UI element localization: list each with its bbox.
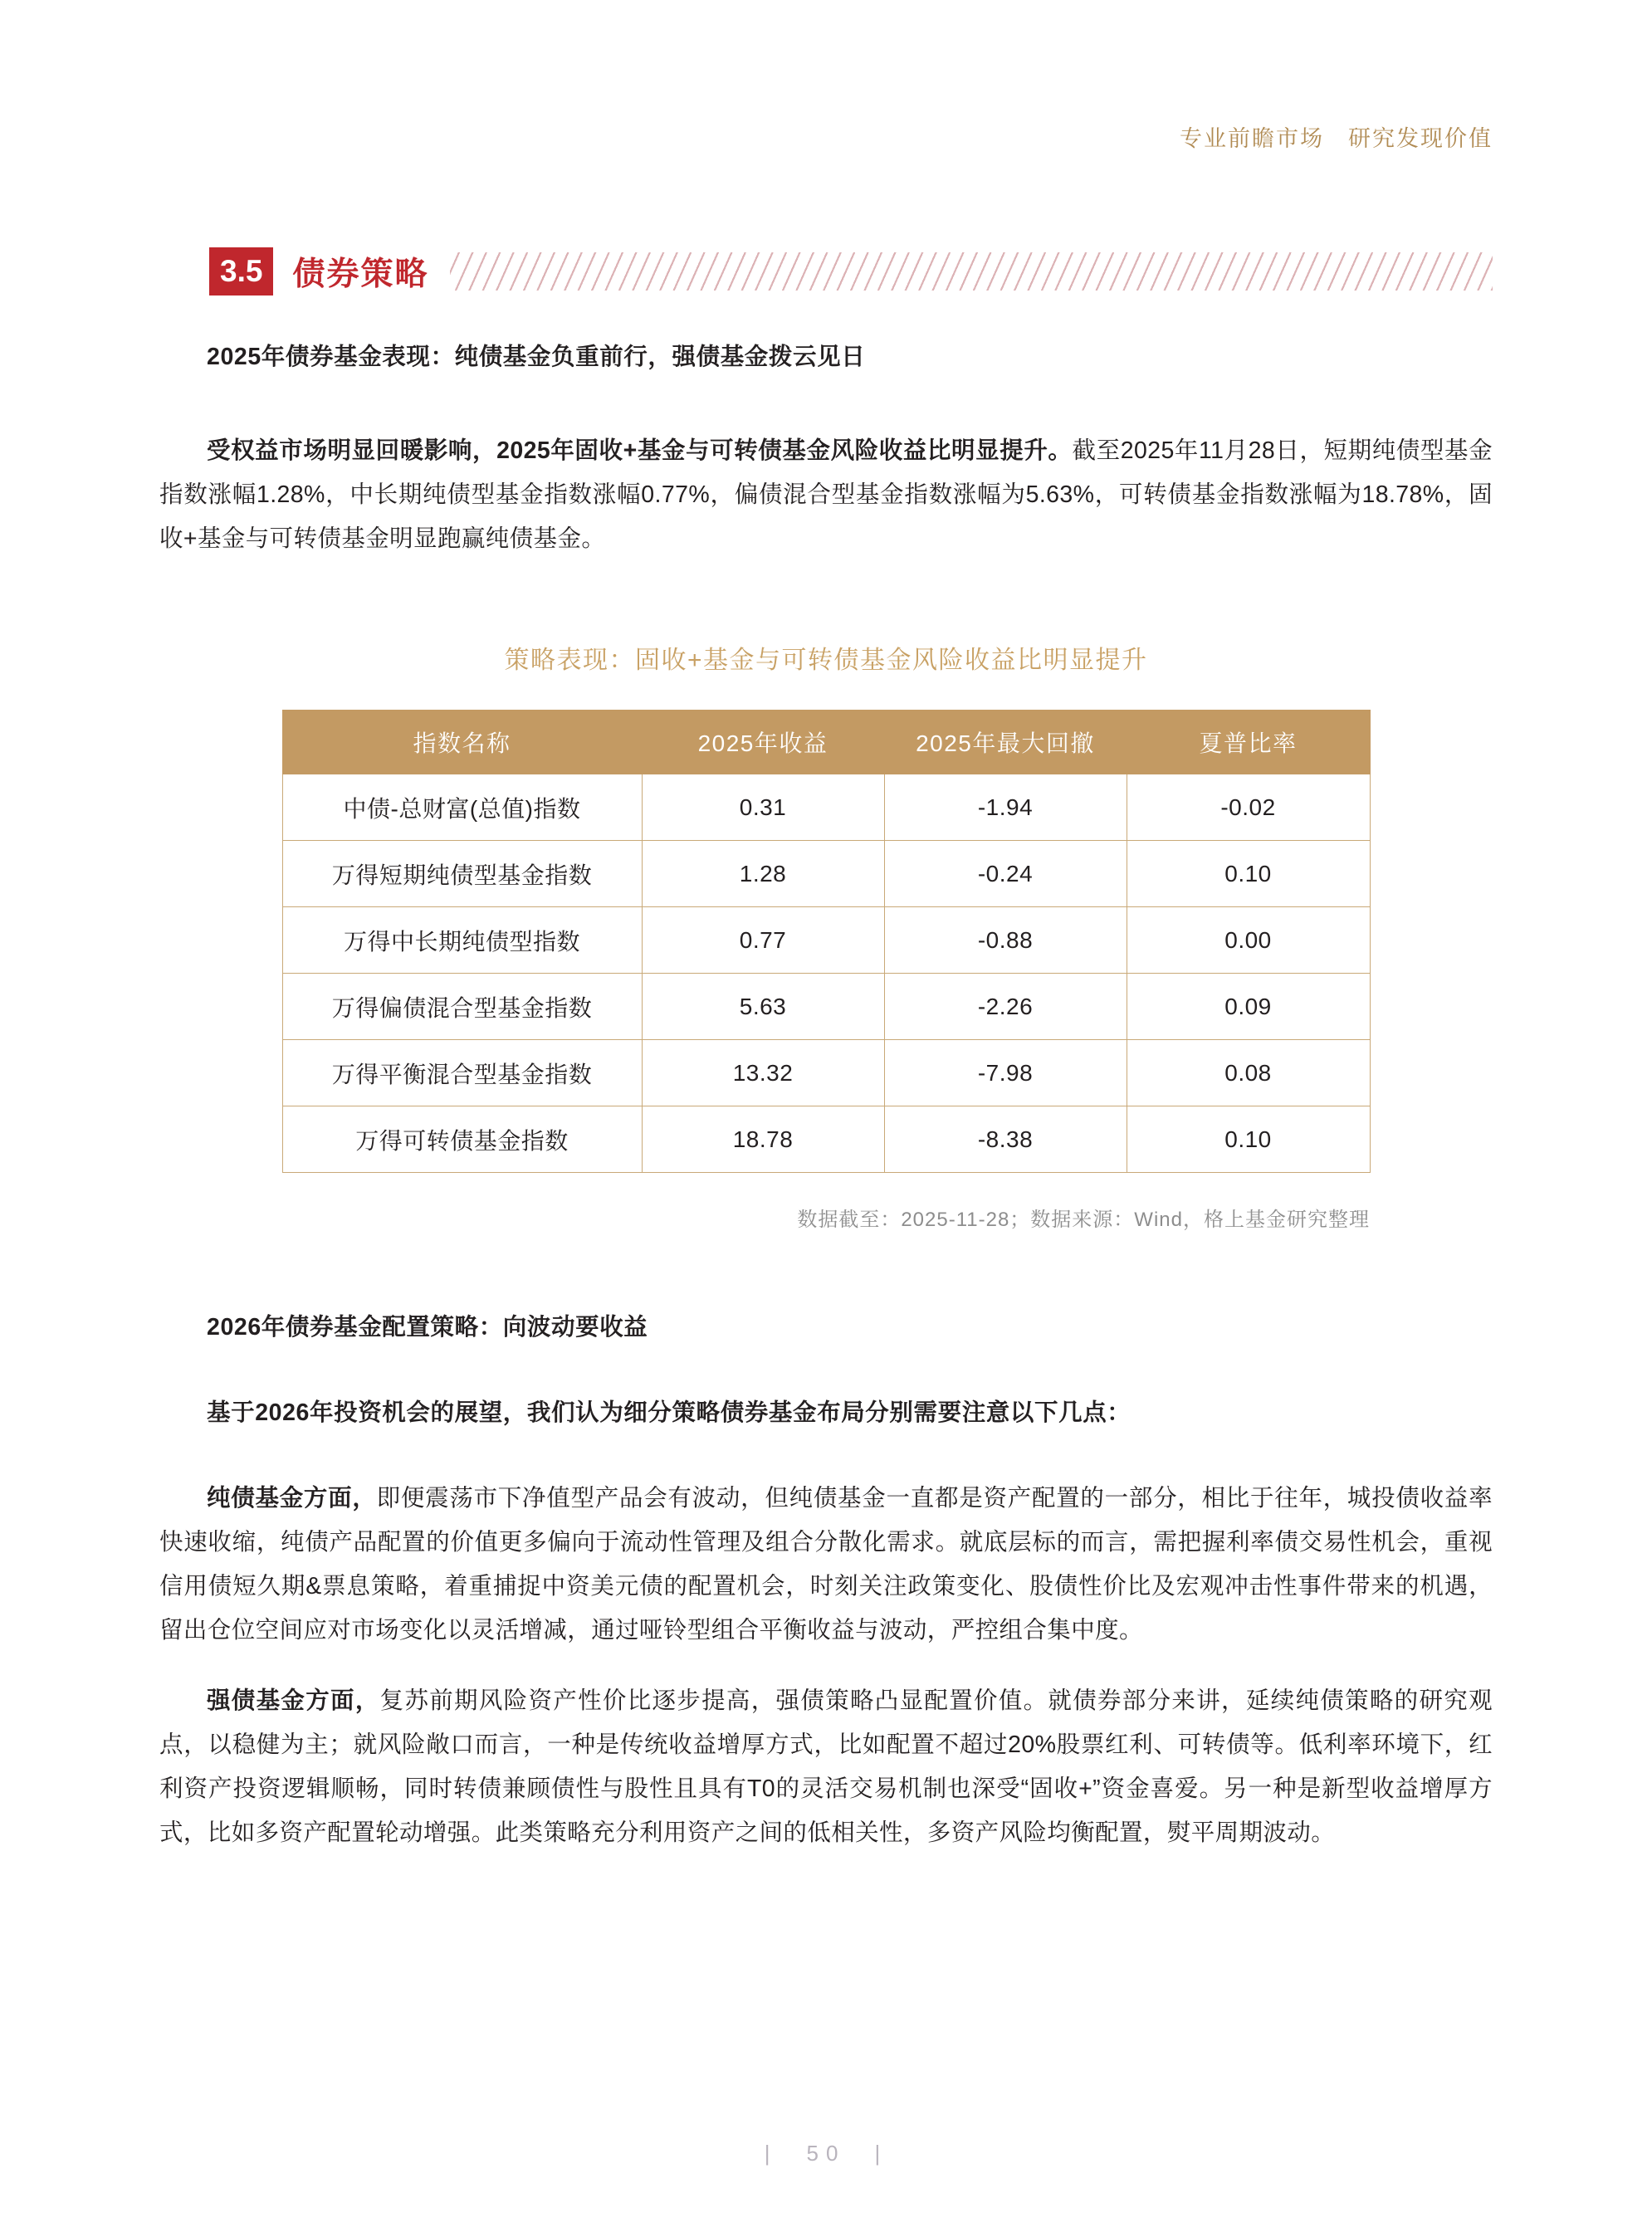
heading-2025-performance: 2025年债券基金表现：纯债基金负重前行，强债基金拨云见日: [207, 344, 866, 370]
column-header-index-name: 指数名称: [282, 711, 642, 774]
cell-max-drawdown: -2.26: [884, 974, 1127, 1040]
paragraph-pure-bond-rest: 即便震荡市下净值型产品会有波动，但纯债基金一直都是资产配置的一部分，相比于往年，城投债收益率快速收缩，纯债产品配置的价值更多偏向于流动性管理及组合分散化需求。就底层标的而言，需把握利率债交易性机会，重视信用债短久期&票息策略，着重捕捉中资美元债的配置机会，时刻关注政策变化、股债性价比及宏观冲击性事件带来的机遇，留出仓位空间应对市场变化以灵活增减，通过哑铃型组合平衡收益与波动，严控组合集中度。: [159, 1485, 1493, 1644]
column-header-sharpe: 夏普比率: [1127, 711, 1370, 774]
column-header-max-drawdown: 2025年最大回撤: [884, 711, 1127, 774]
cell-sharpe: 0.00: [1127, 907, 1370, 974]
table-row: [282, 774, 1370, 841]
table-header-row: [282, 711, 1370, 774]
paragraph-strong-bond-lead: 强债基金方面，: [207, 1688, 380, 1714]
cell-sharpe: 0.09: [1127, 974, 1370, 1040]
cell-max-drawdown: -1.94: [884, 774, 1127, 841]
table-source-note: 数据截至：2025-11-28；数据来源：Wind，格上基金研究整理: [797, 1209, 1370, 1231]
table-block: [159, 639, 1493, 1232]
cell-index-name: 万得中长期纯债型指数: [282, 907, 642, 974]
cell-max-drawdown: -8.38: [884, 1106, 1127, 1173]
cell-max-drawdown: -0.88: [884, 907, 1127, 974]
spacer: [159, 1435, 1493, 1477]
table-row: [282, 974, 1370, 1040]
paragraph-2025-lead: 受权益市场明显回暖影响，2025年固收+基金与可转债基金风险收益比明显提升。: [207, 437, 1073, 464]
cell-return: 0.31: [642, 774, 884, 841]
cell-return: 18.78: [642, 1106, 884, 1173]
spacer: [159, 1653, 1493, 1679]
cell-sharpe: -0.02: [1127, 774, 1370, 841]
diagonal-hatch-decoration: [450, 252, 1493, 291]
running-header: 专业前瞻市场 研究发现价值: [1180, 126, 1493, 151]
section-heading: [209, 246, 1493, 297]
cell-sharpe: 0.10: [1127, 841, 1370, 907]
heading-2026-strategy: 2026年债券基金配置策略：向波动要收益: [207, 1314, 648, 1341]
index-performance-table: [282, 710, 1371, 1173]
cell-index-name: 万得平衡混合型基金指数: [282, 1040, 642, 1106]
paragraph-outlook: 基于2026年投资机会的展望，我们认为细分策略债券基金布局分别需要注意以下几点：: [207, 1399, 1131, 1426]
cell-sharpe: 0.10: [1127, 1106, 1370, 1173]
cell-index-name: 万得短期纯债型基金指数: [282, 841, 642, 907]
section-title: 债券策略: [292, 256, 429, 292]
paragraph-2025-performance: [159, 429, 1493, 561]
section-number-badge: 3.5: [209, 247, 273, 295]
table-caption: 策略表现：固收+基金与可转债基金风险收益比明显提升: [504, 647, 1148, 674]
content-block-lower: [159, 1306, 1493, 1855]
table-row: [282, 841, 1370, 907]
page-footer: | 50 |: [764, 2141, 888, 2166]
cell-return: 0.77: [642, 907, 884, 974]
spacer: [159, 379, 1493, 429]
table-row: [282, 1040, 1370, 1106]
paragraph-pure-bond-lead: 纯债基金方面，: [207, 1485, 377, 1512]
cell-index-name: 中债-总财富(总值)指数: [282, 774, 642, 841]
cell-index-name: 万得可转债基金指数: [282, 1106, 642, 1173]
paragraph-2025-rest: 截至2025年11月28日，短期纯债型基金指数涨幅1.28%，中长期纯债型基金指数涨幅0.77%，偏债混合型基金指数涨幅为5.63%，可转债基金指数涨幅为18.78%，固收+基金与可转债基金明显跑赢纯债基金。: [159, 437, 1493, 552]
cell-return: 13.32: [642, 1040, 884, 1106]
spacer: [159, 1350, 1493, 1391]
paragraph-pure-bond-funds: [159, 1477, 1493, 1653]
cell-index-name: 万得偏债混合型基金指数: [282, 974, 642, 1040]
paragraph-strong-bond-rest: 复苏前期风险资产性价比逐步提高，强债策略凸显配置价值。就债券部分来讲，延续纯债策略的研究观点，以稳健为主；就风险敞口而言，一种是传统收益增厚方式，比如配置不超过20%股票红利、可转债等。低利率环境下，红利资产投资逻辑顺畅，同时转债兼顾债性与股性且具有T0的灵活交易机制也深受“固收+”资金喜爱。另一种是新型收益增厚方式，比如多资产配置轮动增强。此类策略充分利用资产之间的低相关性，多资产风险均衡配置，熨平周期波动。: [159, 1688, 1493, 1846]
cell-sharpe: 0.08: [1127, 1040, 1370, 1106]
cell-max-drawdown: -0.24: [884, 841, 1127, 907]
paragraph-strong-bond-funds: [159, 1679, 1493, 1855]
cell-max-drawdown: -7.98: [884, 1040, 1127, 1106]
content-block-upper: [159, 335, 1493, 561]
cell-return: 5.63: [642, 974, 884, 1040]
table-row: [282, 1106, 1370, 1173]
column-header-return: 2025年收益: [642, 711, 884, 774]
cell-return: 1.28: [642, 841, 884, 907]
table-row: [282, 907, 1370, 974]
